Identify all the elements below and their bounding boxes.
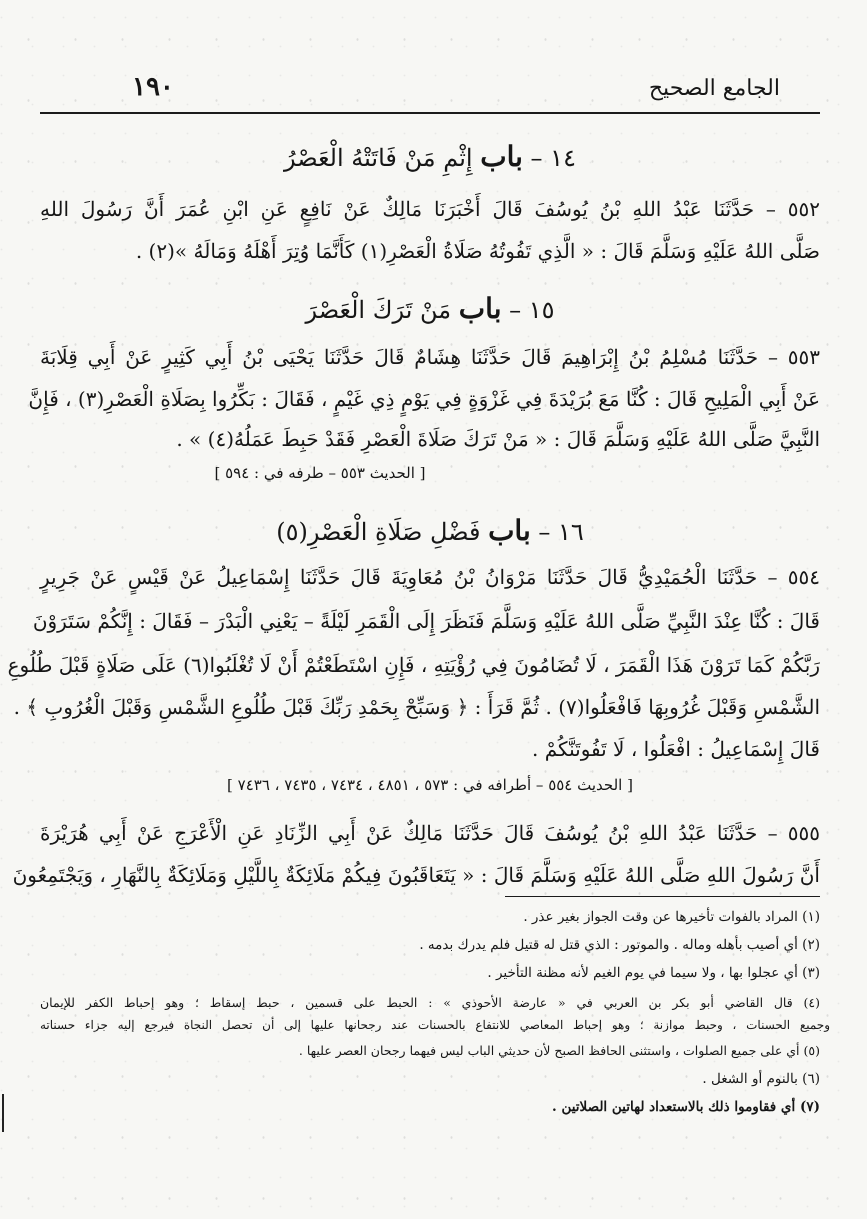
hadith-555-line-2: أَنَّ رَسُولَ اللهِ صَلَّى اللهُ عَلَيْهِ وَسَلَّمَ قَالَ : « يَتَعَاقَبُونَ فِيكُمْ مَلَائِكَةٌ بِاللَّيْلِ وَمَلَائِكَةٌ بِالنَّهَارِ ، وَيَجْتَمِعُونَ xyxy=(12,863,820,887)
hadith-553-line-3: النَّبِيَّ صَلَّى اللهُ عَلَيْهِ وَسَلَّمَ قَالَ : « مَنْ تَرَكَ صَلَاةَ الْعَصْرِ فَقَدْ حَبِطَ عَمَلُهُ(٤) » . xyxy=(176,427,820,451)
footnote-6: (٦) بالنوم أو الشغل . xyxy=(702,1071,820,1087)
footnote-2: (٢) أي أصيب بأهله وماله . والموتور : الذي قتل له قتيل فلم يدرك بدمه . xyxy=(419,937,820,953)
hadith-553-line-1: ٥٥٣ – حَدَّثَنَا مُسْلِمُ بْنُ إِبْرَاهِيمَ قَالَ حَدَّثَنَا هِشَامٌ قَالَ حَدَّثَنَا يَحْيَى بْنُ أَبِي كَثِيرٍ عَنْ أَبِي قِلَابَةَ xyxy=(40,345,820,369)
hadith-554-line-4: الشَّمْسِ وَقَبْلَ غُرُوبِهَا فَافْعَلُوا(٧) . ثُمَّ قَرَأَ : ﴿ وَسَبِّحْ بِحَمْدِ رَبِّكَ قَبْلَ طُلُوعِ الشَّمْسِ وَقَبْلَ الْغُرُوبِ ﴾ . xyxy=(13,695,820,719)
footnote-7: (٧) أي فقاوموا ذلك بالاستعداد لهاتين الصلاتين . xyxy=(552,1099,820,1115)
hadith-554-line-5: قَالَ إِسْمَاعِيلُ : افْعَلُوا ، لَا تَفُوتَنَّكُمْ . xyxy=(532,737,820,761)
footnote-1: (١) المراد بالفوات تأخيرها عن وقت الجواز بغير عذر . xyxy=(523,909,820,925)
chapter-number: ١٤ – xyxy=(530,144,576,172)
footnote-4-continued: وجميع الحسنات ، وحبط موازنة ؛ وهو إحباط المعاصي للانتفاع بالحسنات عند رجحانها عليها إلى أن تحصل النجاة فيرجع إليه جزاء حسناته xyxy=(40,1018,830,1032)
chapter-bab: باب xyxy=(458,292,502,325)
chapter-bab: باب xyxy=(488,514,531,547)
hadith-554-line-3: رَبَّكُمْ كَمَا تَرَوْنَ هَذَا الْقَمَرَ ، لَا تُضَامُونَ فِي رُؤْيَتِهِ ، فَإِنِ اسْتَطَعْتُمْ أَنْ لَا تُغْلَبُوا(٦) عَلَى صَلَاةٍ قَبْلَ طُلُوعِ xyxy=(7,653,820,677)
hadith-552-line-2: صَلَّى اللهُ عَلَيْهِ وَسَلَّمَ قَالَ : « الَّذِي تَفُوتُهُ صَلَاةُ الْعَصْرِ(١) كَأَنَّمَا وُتِرَ أَهْلَهُ وَمَالَهُ »(٢) . xyxy=(135,239,820,263)
chapter-heading-14 xyxy=(40,140,820,173)
hadith-554-line-2: قَالَ : كُنَّا عِنْدَ النَّبِيِّ صَلَّى اللهُ عَلَيْهِ وَسَلَّمَ فَنَظَرَ إِلَى الْقَمَرِ لَيْلَةً – يَعْنِي الْبَدْرَ – فَقَالَ : إِنَّكُمْ سَتَرَوْنَ xyxy=(32,609,820,633)
page-header xyxy=(40,72,820,108)
chapter-title: إِثْمِ مَنْ فَاتَتْهُ الْعَصْرُ xyxy=(284,144,473,172)
hadith-553-citation: [ الحديث ٥٥٣ – طرفه في : ٥٩٤ ] xyxy=(214,464,426,482)
chapter-heading-15 xyxy=(40,292,820,325)
footnote-4: (٤) قال القاضي أبو بكر بن العربي في « عارضة الأحوذي » : الحبط على قسمين ، حبط إسقاط ؛ وهو إحباط الكفر للإيمان xyxy=(40,995,820,1010)
hadith-554-line-1: ٥٥٤ – حَدَّثَنَا الْحُمَيْدِيُّ قَالَ حَدَّثَنَا مَرْوَانُ بْنُ مُعَاوِيَةَ قَالَ حَدَّثَنَا إِسْمَاعِيلُ عَنْ قَيْسٍ عَنْ جَرِيرٍ xyxy=(40,565,820,589)
hadith-554-citation: [ الحديث ٥٥٤ – أطرافه في : ٥٧٣ ، ٤٨٥١ ، ٧٤٣٤ ، ٧٤٣٥ ، ٧٤٣٦ ] xyxy=(227,776,633,794)
hadith-552-line-1: ٥٥٢ – حَدَّثَنَا عَبْدُ اللهِ بْنُ يُوسُفَ قَالَ أَخْبَرَنَا مَالِكٌ عَنْ نَافِعٍ عَنِ ابْنِ عُمَرَ أَنَّ رَسُولَ اللهِ xyxy=(40,197,820,221)
footnote-3: (٣) أي عجلوا بها ، ولا سيما في يوم الغيم لأنه مظنة التأخير . xyxy=(487,965,820,981)
page-number: ١٩٠ xyxy=(132,72,174,102)
chapter-number: ١٥ – xyxy=(509,296,555,324)
chapter-title: مَنْ تَرَكَ الْعَصْرَ xyxy=(305,296,452,324)
chapter-number: ١٦ – xyxy=(538,518,584,546)
header-rule xyxy=(40,112,820,114)
running-title: الجامع الصحيح xyxy=(648,76,780,101)
chapter-heading-16 xyxy=(40,514,820,547)
footnote-rule xyxy=(505,896,820,897)
chapter-title: فَضْلِ صَلَاةِ الْعَصْرِ(٥) xyxy=(276,518,481,546)
hadith-555-line-1: ٥٥٥ – حَدَّثَنَا عَبْدُ اللهِ بْنُ يُوسُفَ قَالَ حَدَّثَنَا مَالِكٌ عَنْ أَبِي الزِّنَادِ عَنِ الْأَعْرَجِ عَنْ أَبِي هُرَيْرَةَ xyxy=(40,821,820,845)
chapter-bab: باب xyxy=(480,140,523,173)
hadith-553-line-2: عَنْ أَبِي الْمَلِيحِ قَالَ : كُنَّا مَعَ بُرَيْدَةَ فِي غَزْوَةٍ فِي يَوْمٍ ذِي غَيْمٍ ، فَقَالَ : بَكِّرُوا بِصَلَاةِ الْعَصْرِ(٣) ، فَإِنَّ xyxy=(28,387,820,411)
footnote-5: (٥) أي على جميع الصلوات ، واستثنى الحافظ الصبح لأن حديثي الباب ليس فيهما رجحان العصر عليها . xyxy=(298,1043,820,1058)
scan-edge-mark xyxy=(2,1094,4,1132)
